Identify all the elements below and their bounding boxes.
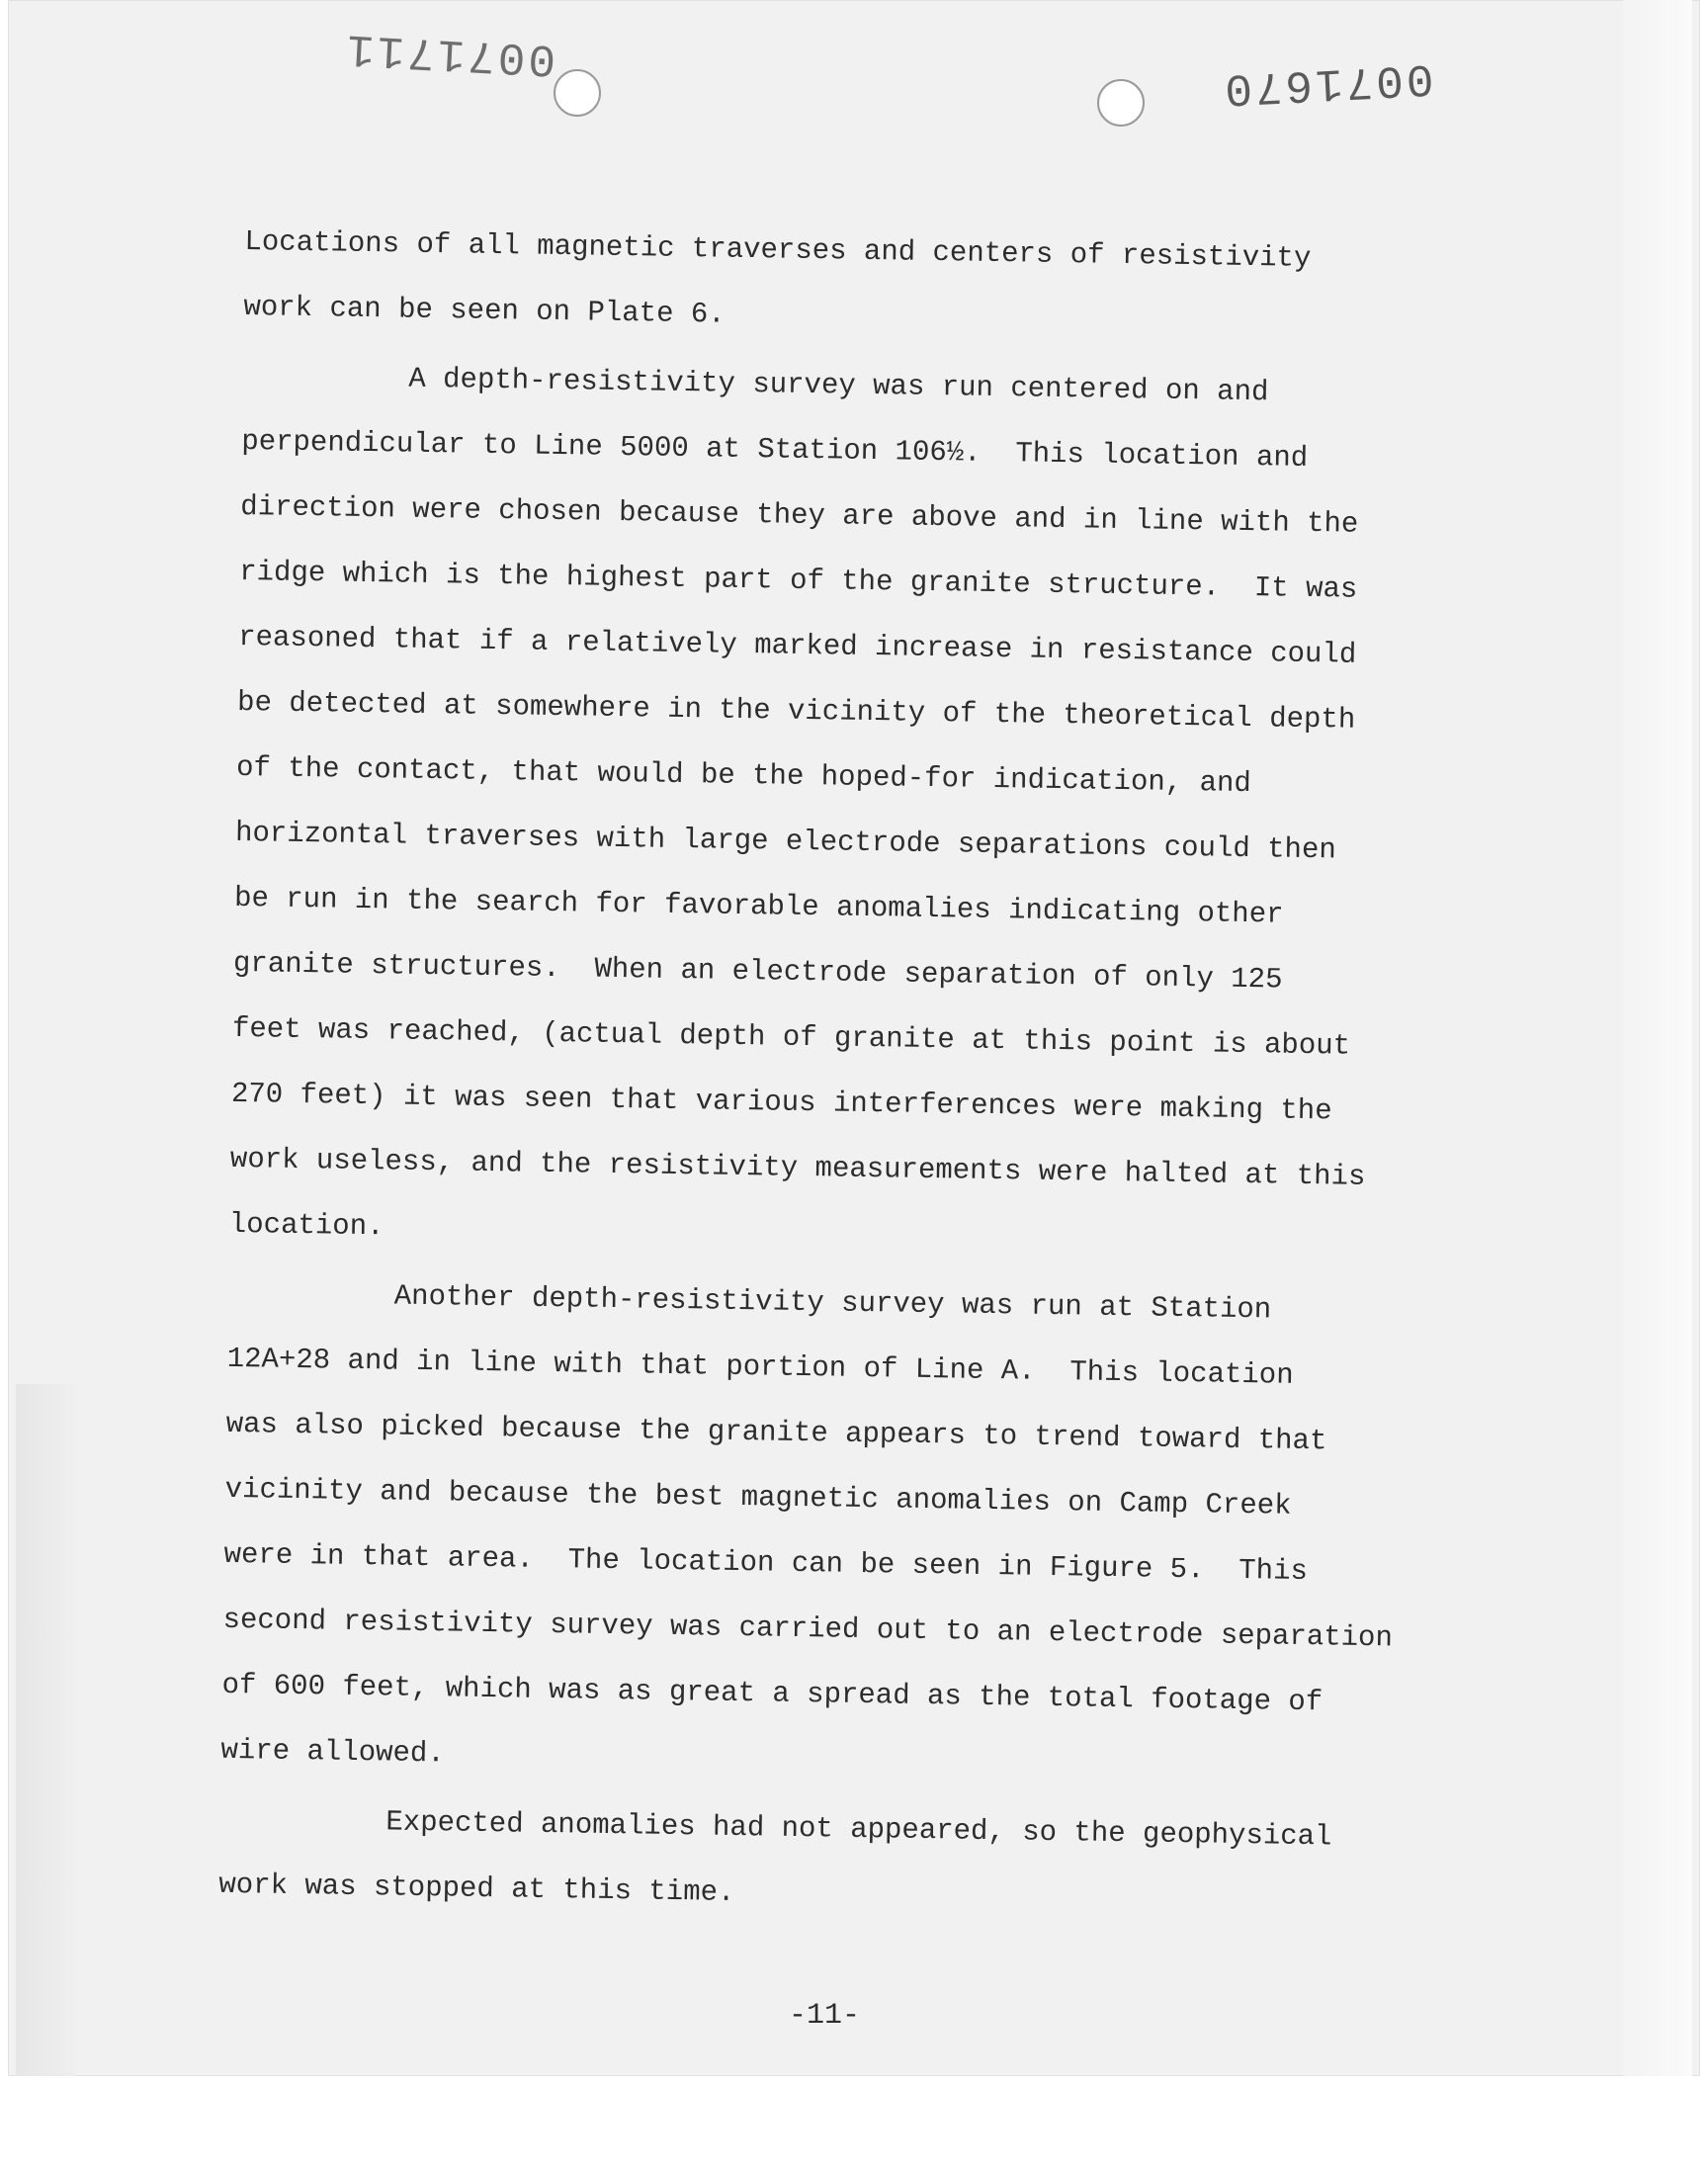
page-curl-shading — [16, 1384, 75, 2076]
text-line: feet was reached, (actual depth of granite at this point is about — [231, 1011, 1351, 1063]
text-line: second resistivity survey was carried out to an electrode separation — [222, 1603, 1394, 1655]
text-line: work useless, and the resistivity measurements were halted at this — [229, 1142, 1366, 1193]
paragraph — [218, 1787, 1367, 1936]
punch-hole-right — [1097, 79, 1145, 127]
text-line: 270 feet) it was seen that various interferences were making the — [230, 1077, 1332, 1128]
text-line: direction were chosen because they are above and in line with the — [240, 489, 1359, 541]
text-line: be run in the search for favorable anomalies indicating other — [233, 881, 1284, 931]
text-line: wire allowed. — [220, 1733, 446, 1771]
text-line: of 600 feet, which was as great a spread as the total footage of — [221, 1668, 1324, 1719]
document-stamp-left: 0071711 — [342, 22, 557, 85]
punch-hole-left — [554, 69, 601, 117]
document-page — [8, 0, 1700, 2076]
text-line: of the contact, that would be the hoped-for indication, and — [235, 750, 1252, 801]
text-line: location. — [228, 1207, 384, 1244]
text-line: Another depth-resistivity survey was run at Station — [393, 1279, 1272, 1327]
text-line: work was stopped at this time. — [218, 1868, 735, 1909]
paragraph — [228, 344, 1389, 1275]
text-line: was also picked because the granite appears to trend toward that — [225, 1407, 1327, 1458]
text-line: be detected at somewhere in the vicinity of the theoretical depth — [236, 685, 1356, 737]
text-line: work can be seen on Plate 6. — [243, 290, 726, 331]
text-line: granite structures. When an electrode separation of only 125 — [232, 946, 1283, 997]
text-line: ridge which is the highest part of the granite structure. It was — [238, 555, 1358, 606]
paragraph — [220, 1262, 1394, 1801]
text-line: 12A+28 and in line with that portion of Line A. This location — [226, 1342, 1294, 1392]
document-stamp-right: 0071670 — [1220, 51, 1435, 115]
text-line: Expected anomalies had not appeared, so the geophysical — [385, 1805, 1332, 1854]
text-line: perpendicular to Line 5000 at Station 106½. This location and — [241, 424, 1309, 475]
text-line: A depth-resistivity survey was run centered on and — [408, 362, 1269, 409]
body-text — [218, 210, 1392, 1936]
text-line: were in that area. The location can be seen in Figure 5. This — [223, 1537, 1309, 1589]
text-line: vicinity and because the best magnetic anomalies on Camp Creek — [224, 1472, 1292, 1522]
text-line: reasoned that if a relatively marked increase in resistance could — [237, 620, 1357, 671]
text-line: Locations of all magnetic traverses and centers of resistivity — [244, 224, 1312, 275]
paragraph — [243, 210, 1392, 358]
text-line: horizontal traverses with large electrode separations could then — [234, 816, 1336, 867]
page-edge-shading — [1623, 0, 1692, 2076]
page-number: -11- — [789, 1999, 861, 2033]
